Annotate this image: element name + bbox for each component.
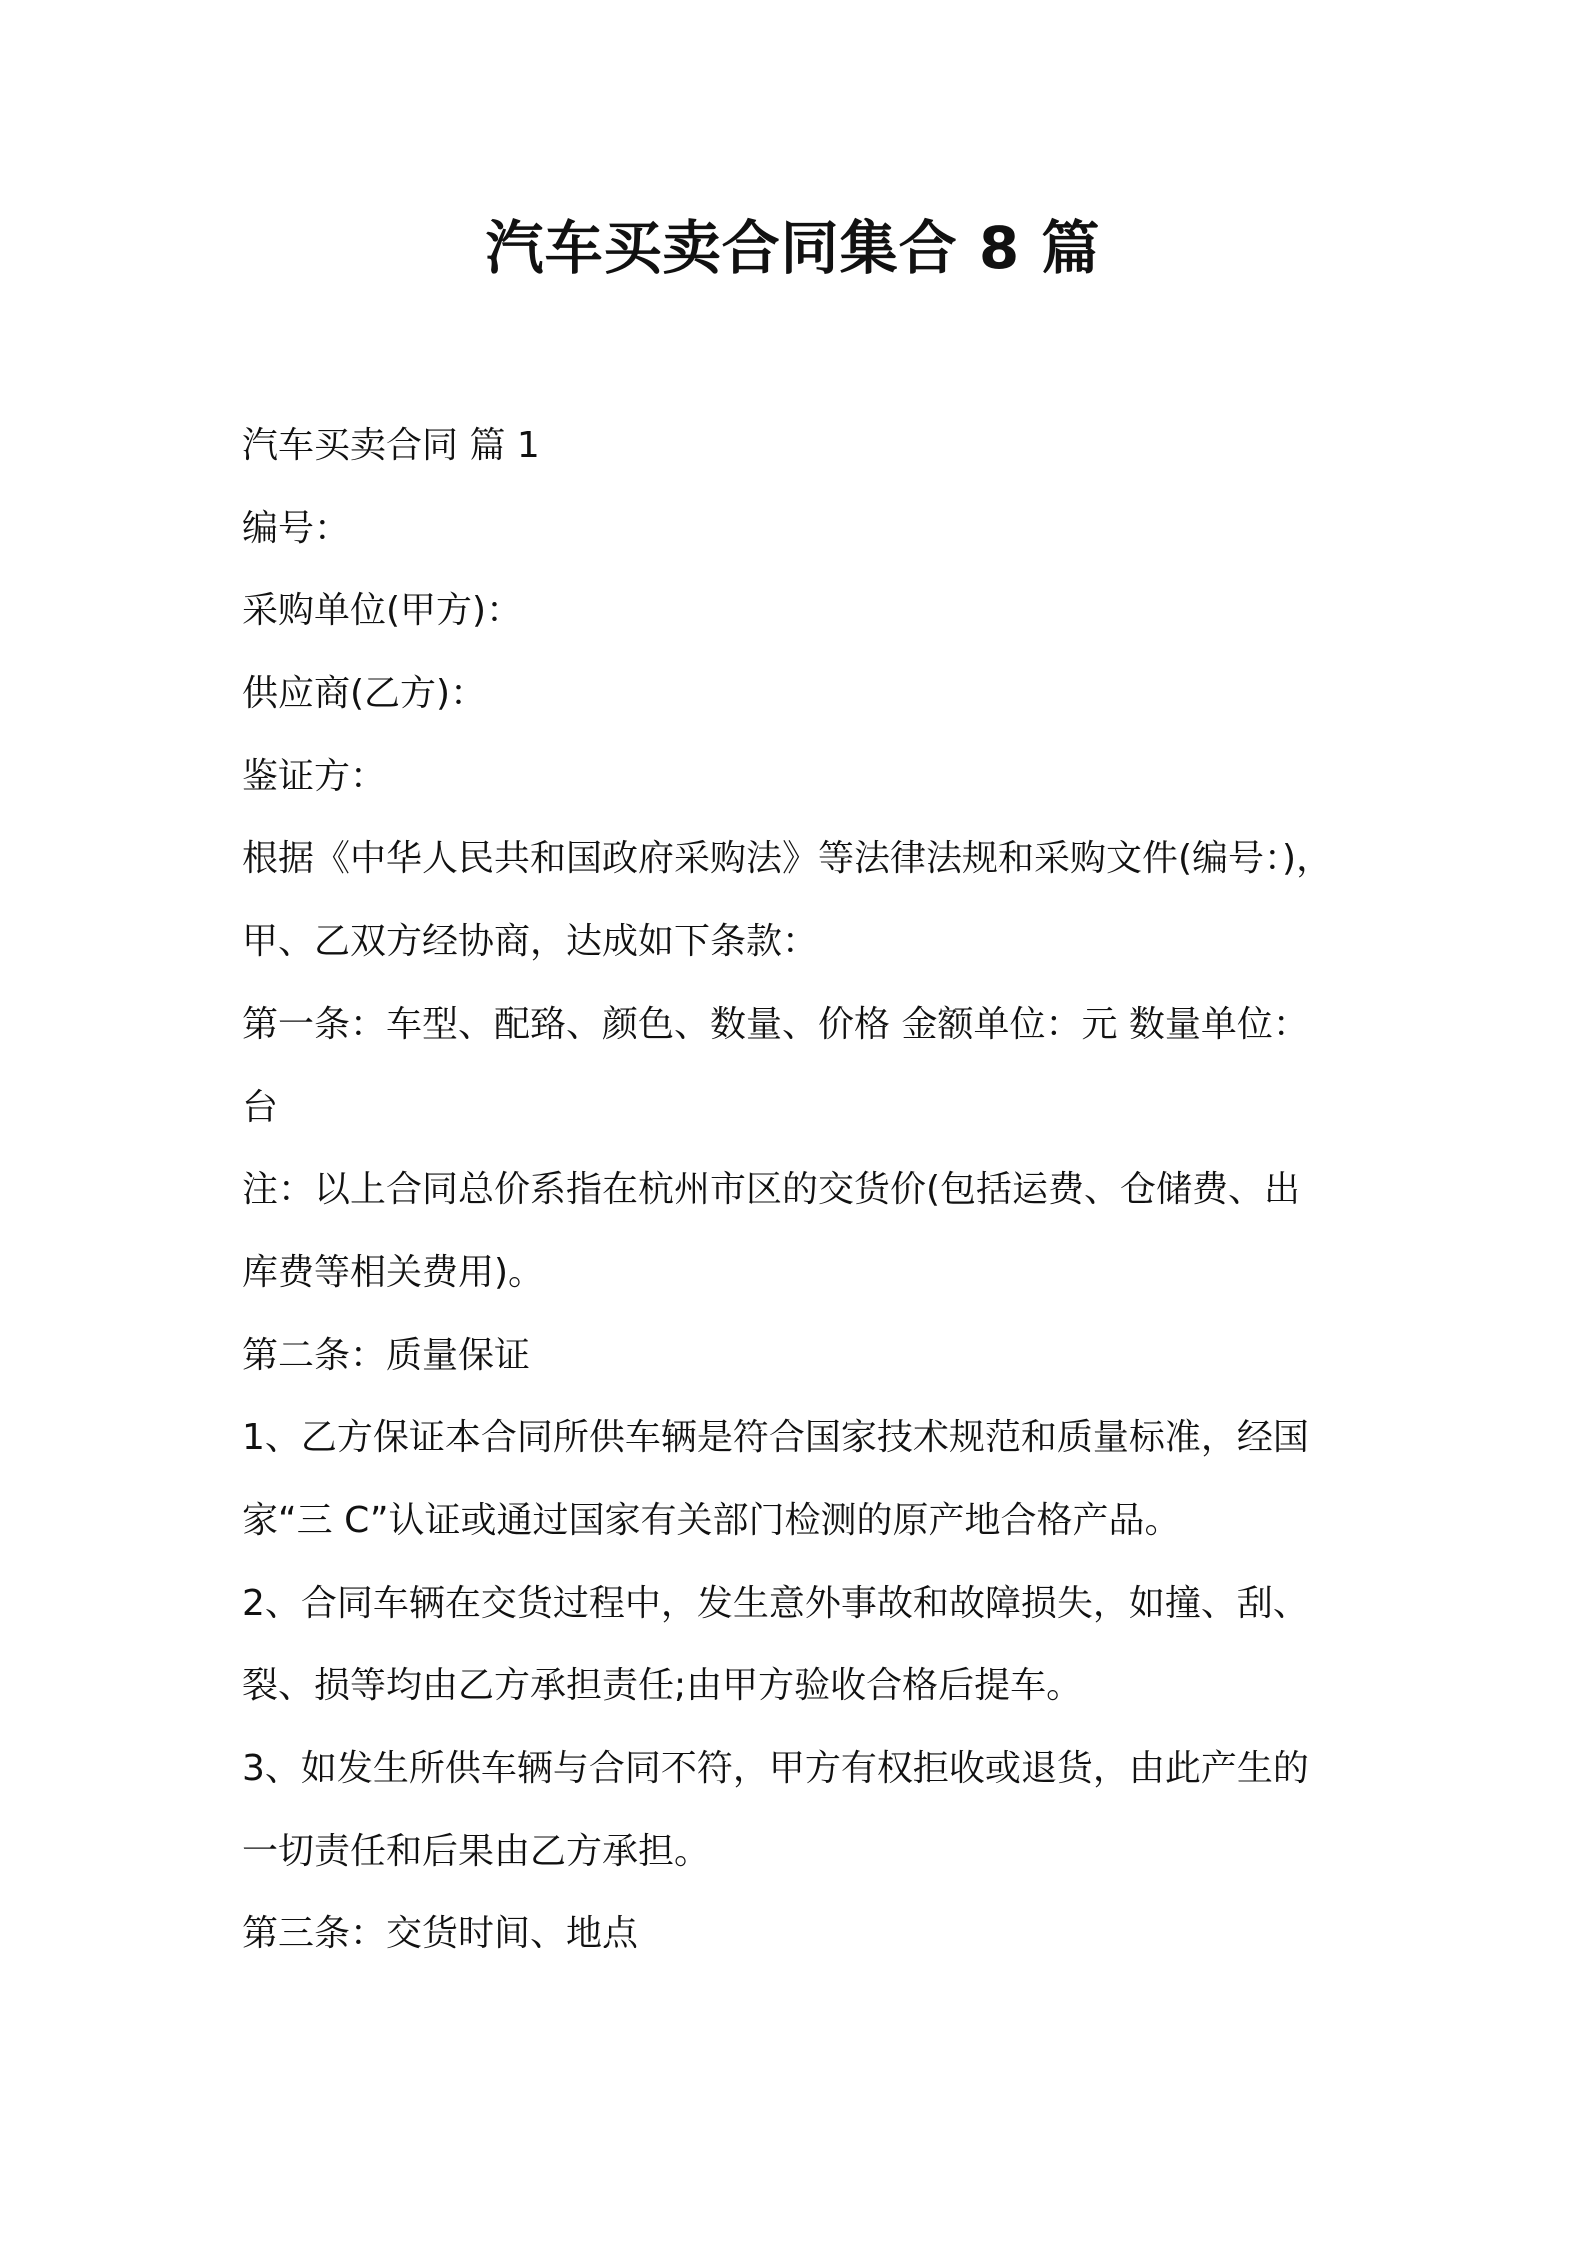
note-line: 库费等相关费用)。 (242, 1251, 545, 1293)
article-1-line: 台 (242, 1086, 279, 1128)
paragraph-line: 甲、乙双方经协商，达成如下条款： (242, 921, 819, 963)
paragraph-line: 根据《中华人民共和国政府采购法》等法律法规和采购文件(编号：)， (242, 838, 1333, 880)
clause-2-line: 裂、损等均由乙方承担责任;由甲方验收合格后提车。 (242, 1665, 1083, 1707)
document-body (242, 405, 1360, 1976)
clause-3-line: 3、如发生所供车辆与合同不符，甲方有权拒收或退货，由此产生的 (242, 1748, 1309, 1789)
verifier-field: 鉴证方： (242, 755, 387, 797)
clause-1-line: 家“三 C”认证或通过国家有关部门检测的原产地合格产品。 (242, 1499, 1181, 1541)
purchaser-field: 采购单位(甲方)： (242, 590, 523, 632)
article-2-heading: 第二条：质量保证 (242, 1334, 531, 1376)
contract-number-field: 编号： (242, 507, 351, 549)
section-heading: 汽车买卖合同 篇 1 (242, 425, 540, 466)
clause-1-line: 1、乙方保证本合同所供车辆是符合国家技术规范和质量标准，经国 (242, 1417, 1309, 1459)
clause-3-line: 一切责任和后果由乙方承担。 (242, 1830, 711, 1872)
article-3-heading: 第三条：交货时间、地点 (242, 1913, 639, 1955)
document-title: 汽车买卖合同集合 8 篇 (485, 214, 1101, 282)
article-1-line: 第一条：车型、配臵、颜色、数量、价格 金额单位：元 数量单位： (242, 1003, 1309, 1045)
note-line: 注：以上合同总价系指在杭州市区的交货价(包括运费、仓储费、出 (242, 1169, 1301, 1211)
clause-2-line: 2、合同车辆在交货过程中，发生意外事故和故障损失，如撞、刮、 (242, 1582, 1309, 1624)
supplier-field: 供应商(乙方)： (242, 673, 487, 715)
